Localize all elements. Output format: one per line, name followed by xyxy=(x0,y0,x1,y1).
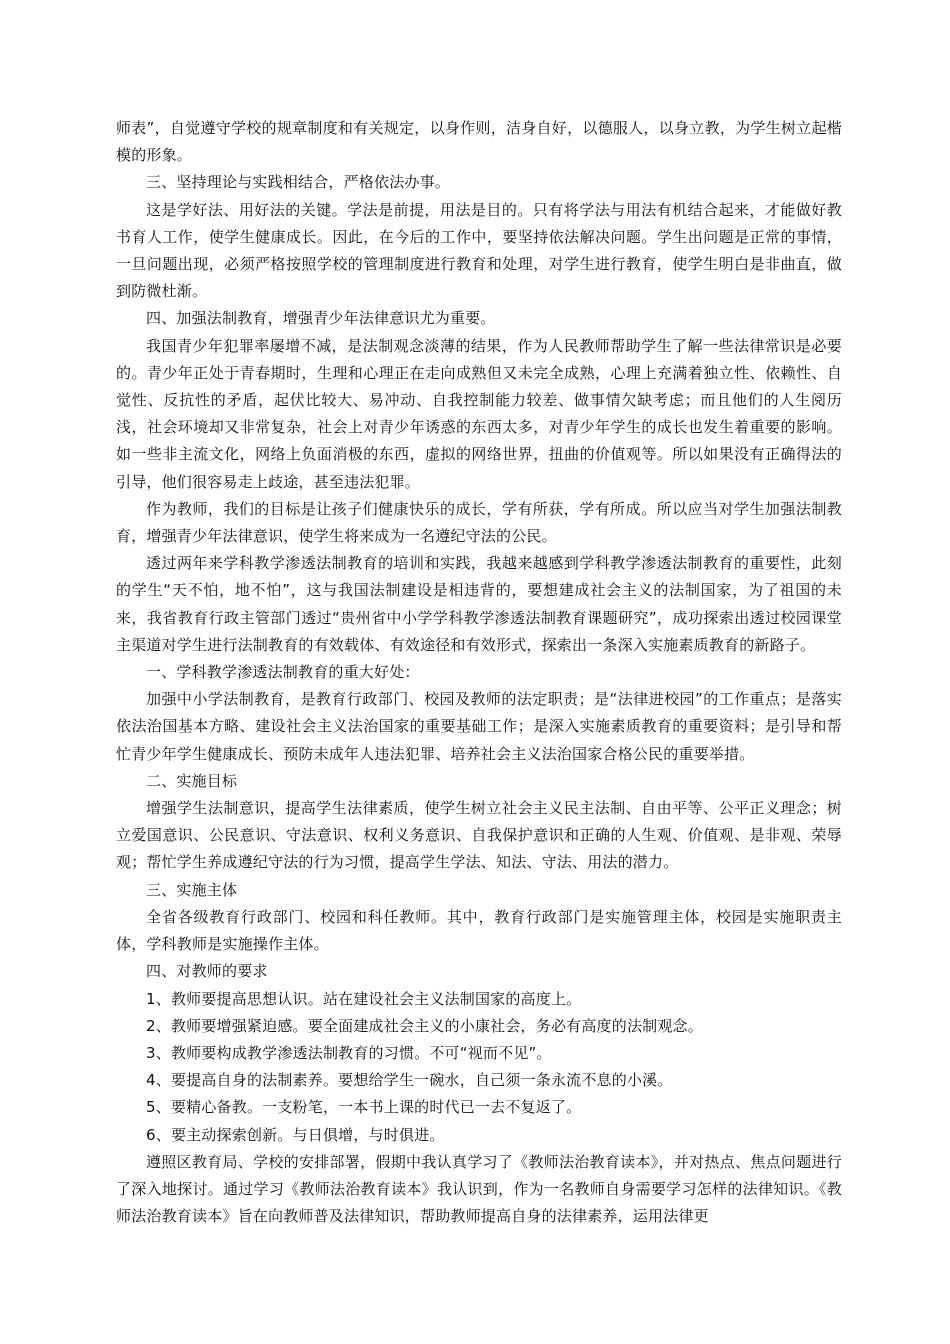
paragraph: 增强学生法制意识，提高学生法律素质，使学生树立社会主义民主法制、自由平等、公平正义理念；树立爱国意识、公民意识、守法意识、权利义务意识、自我保护意识和正确的人生观、价值观、是非观、荣辱观；帮忙学生养成遵纪守法的行为习惯，提高学生学法、知法、守法、用法的潜力。 xyxy=(116,799,842,872)
paragraph: 加强中小学法制教育，是教育行政部门、校园及教师的法定职责；是“法律进校园”的工作重点；是落实依法治国基本方略、建设社会主义法治国家的重要基础工作；是深入实施素质教育的重要资料；是引导和帮忙青少年学生健康成长、预防未成年人违法犯罪、培养社会主义法治国家合格公民的重要举措。 xyxy=(116,690,842,763)
section-heading: 四、对教师的要求 xyxy=(146,962,268,981)
list-item: 2、教师要增强紧迫感。要全面建成社会主义的小康社会，务必有高度的法制观念。 xyxy=(146,1016,703,1035)
section-heading: 三、实施主体 xyxy=(146,880,238,899)
list-item: 5、要精心备教。一支粉笔，一本书上课的时代已一去不复返了。 xyxy=(146,1098,582,1117)
paragraph: 作为教师，我们的目标是让孩子们健康快乐的成长，学有所获，学有所成。所以应当对学生加强法制教育，增强青少年法律意识，使学生将来成为一名遵纪守法的公民。 xyxy=(116,499,842,546)
paragraph: 全省各级教育行政部门、校园和科任教师。其中，教育行政部门是实施管理主体，校园是实施职责主体，学科教师是实施操作主体。 xyxy=(116,907,842,954)
section-heading: 四、加强法制教育，增强青少年法律意识尤为重要。 xyxy=(146,309,496,328)
paragraph: 师表”，自觉遵守学校的规章制度和有关规定，以身作则，洁身自好，以德服人，以身立教，为学生树立起楷模的形象。 xyxy=(116,119,842,165)
document-page xyxy=(116,115,842,1230)
section-heading: 三、坚持理论与实践相结合，严格依法办事。 xyxy=(146,173,451,192)
paragraph: 这是学好法、用好法的关键。学法是前提，用法是目的。只有将学法与用法有机结合起来，才能做好教书育人工作，使学生健康成长。因此，在今后的工作中，要坚持依法解决问题。学生出问题是正常的事情，一旦问题出现，必须严格按照学校的管理制度进行教育和处理，对学生进行教育，使学生明白是非曲直，做到防微杜渐。 xyxy=(116,200,842,301)
paragraph: 我国青少年犯罪率屡增不减，是法制观念淡薄的结果，作为人民教师帮助学生了解一些法律常识是必要的。青少年正处于青春期时，生理和心理正在走向成熟但又未完全成熟，心理上充满着独立性、依赖性、自觉性、反抗性的矛盾，起伏比较大、易冲动、自我控制能力较差、做事情欠缺考虑；而且他们的人生阅历浅，社会环境却又非常复杂，社会上对青少年诱惑的东西太多，对青少年学生的成长也发生着重要的影响。如一些非主流文化，网络上负面消极的东西，虚拟的网络世界，扭曲的价值观等。所以如果没有正确得法的引导，他们很容易走上歧途，甚至违法犯罪。 xyxy=(116,336,842,491)
list-item: 4、要提高自身的法制素养。要想给学生一碗水，自己须一条永流不息的小溪。 xyxy=(146,1071,673,1090)
paragraph: 遵照区教育局、学校的安排部署，假期中我认真学习了《教师法治教育读本》，并对热点、焦点问题进行了深入地探讨。通过学习《教师法治教育读本》我认识到，作为一名教师自身需要学习怎样的法律知识。《教师法治教育读本》旨在向教师普及法律知识，帮助教师提高自身的法律素养，运用法律更 xyxy=(116,1152,842,1226)
section-heading: 一、学科教学渗透法制教育的重大好处： xyxy=(146,663,420,682)
paragraph: 透过两年来学科教学渗透法制教育的培训和实践，我越来越感到学科教学渗透法制教育的重要性，此刻的学生“天不怕，地不怕”，这与我国法制建设是相违背的，要想建成社会主义的法制国家，为了祖国的未来，我省教育行政主管部门透过“贵州省中小学学科教学渗透法制教育课题研究”，成功探索出透过校园课堂主渠道对学生进行法制教育的有效载体、有效途径和有效形式，探索出一条深入实施素质教育的新路子。 xyxy=(116,554,842,654)
list-item: 6、要主动探索创新。与日俱增，与时俱进。 xyxy=(146,1125,445,1144)
list-item: 3、教师要构成教学渗透法制教育的习惯。不可“视而不见”。 xyxy=(146,1043,552,1062)
list-item: 1、教师要提高思想认识。站在建设社会主义法制国家的高度上。 xyxy=(146,989,582,1008)
section-heading: 二、实施目标 xyxy=(146,771,238,790)
